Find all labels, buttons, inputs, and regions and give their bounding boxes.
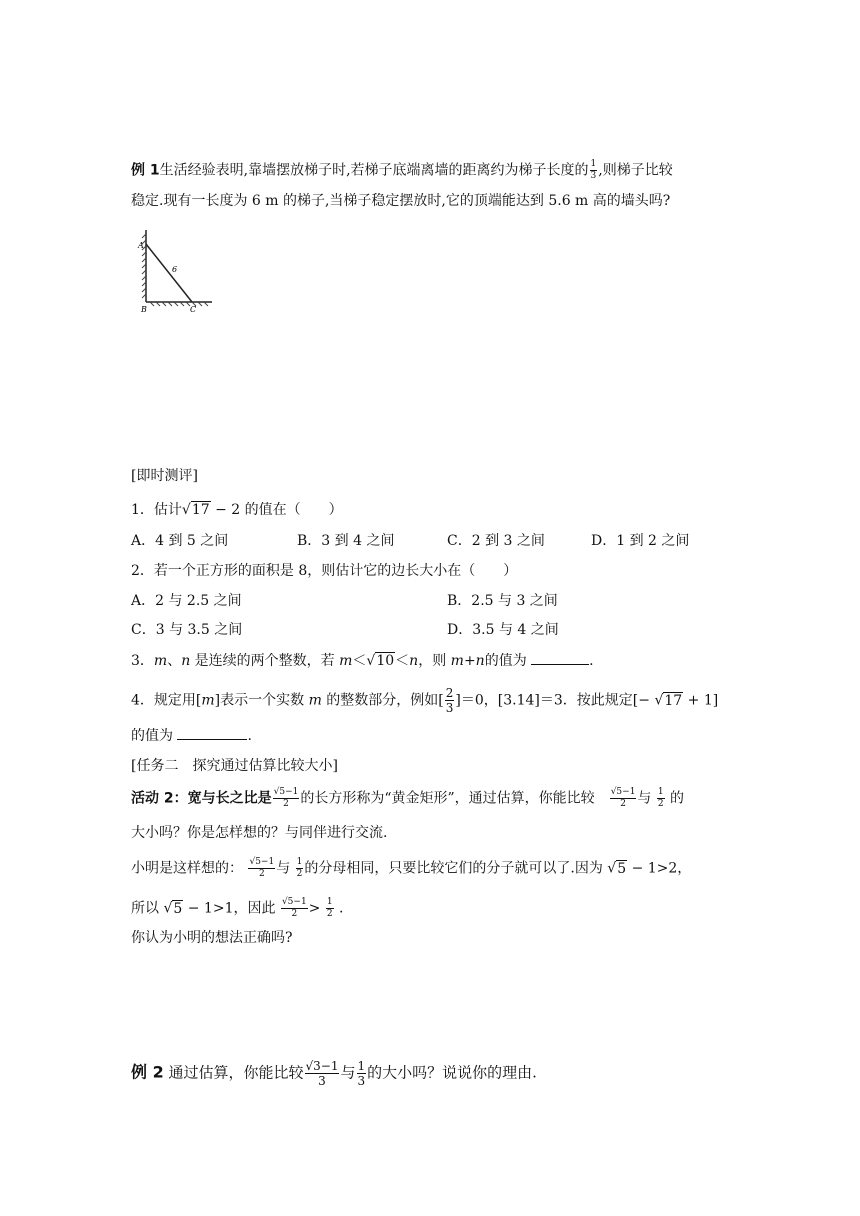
example1-line1 — [131, 160, 673, 181]
ladder-line — [146, 244, 192, 302]
q2-option-c: C．3 与 3.5 之间 — [131, 622, 243, 638]
label-6: 6 — [172, 265, 178, 274]
example1-line2: 稳定.现有一长度为 6 m 的梯子,当梯子稳定摆放时,它的顶端能达到 5.6 m 高的墙头吗? — [131, 193, 671, 209]
label-b: B — [141, 305, 147, 314]
task2-title: [任务二 探究通过估算比较大小] — [131, 758, 338, 774]
sqrt-17-b: √17 — [654, 692, 683, 709]
q1: 1．估计√17 − 2 的值在（ ） — [131, 502, 343, 518]
sqrt-17: √17 — [181, 502, 210, 518]
q2-option-b: B．2.5 与 3 之间 — [447, 593, 558, 609]
q1-option-b: B．3 到 4 之间 — [297, 533, 395, 549]
fraction-one-third: $\frac{1}{3}$ — [590, 159, 597, 181]
q2-option-a: A．2 与 2.5 之间 — [131, 593, 242, 609]
q2: 2．若一个正方形的面积是 8，则估计它的边长大小在（ ） — [131, 563, 518, 579]
fraction-golden: $\frac{√5-1}{2}$ — [273, 787, 299, 809]
xiaoming-line2: 所以 √5 − 1>1，因此 $\frac{√5-1}{2}$ > $\frac{1}{2}$ . — [131, 897, 344, 919]
quiz-title: [即时测评] — [131, 468, 198, 484]
example1-label: 例 1 — [131, 162, 160, 179]
label-c: C — [190, 305, 197, 314]
example1-text-b: ,则梯子比较 — [598, 162, 673, 179]
q1-option-c: C．2 到 3 之间 — [447, 533, 545, 549]
q1-option-d: D．1 到 2 之间 — [591, 533, 690, 549]
answer-blank-q4 — [177, 727, 247, 740]
ladder-figure — [134, 226, 224, 318]
xiaoming-line3: 你认为小明的想法正确吗? — [131, 930, 293, 946]
q3: 3．m、n 是连续的两个整数，若 m＜√10＜n，则 m+n的值为 . — [131, 653, 594, 669]
xiaoming-line1: 小明是这样想的： $\frac{√5-1}{2}$ 与 $\frac{1}{2}$ 的分母相同，只要比较它们的分子就可以了.因为 √5 − 1>2， — [131, 857, 692, 879]
answer-blank-q3 — [531, 652, 589, 665]
example1-text-a: 生活经验表明,靠墙摆放梯子时,若梯子底端离墙的距离约为梯子长度的 — [159, 162, 589, 179]
q4: 4．规定用[m]表示一个实数 m 的整数部分，例如[ $\frac{2}{3}$ ]＝0，[3.14]＝3．按此规定[− √17 + 1] — [131, 686, 719, 715]
label-a: A — [138, 241, 144, 250]
fraction-two-thirds: $\frac{2}{3}$ — [445, 686, 454, 715]
activity2: 活动 2：宽与长之比是 $\frac{√5-1}{2}$ 的长方形称为“黄金矩形”，通过估算，你能比较 $\frac{√5-1}{2}$ 与 $\frac{1}{2}$ 的 — [131, 787, 685, 809]
q4-line2: 的值为 . — [131, 728, 252, 744]
activity2-line2: 大小吗？你是怎样想的？与同伴进行交流. — [131, 825, 388, 841]
q1-option-a: A．4 到 5 之间 — [131, 533, 229, 549]
sqrt-10: √10 — [366, 653, 395, 669]
q2-option-d: D．3.5 与 4 之间 — [447, 622, 559, 638]
example2: 例 2 通过估算，你能比较 $\frac{√3-1}{3}$ 与 $\frac{1}{3}$ 的大小吗？说说你的理由. — [131, 1059, 537, 1088]
